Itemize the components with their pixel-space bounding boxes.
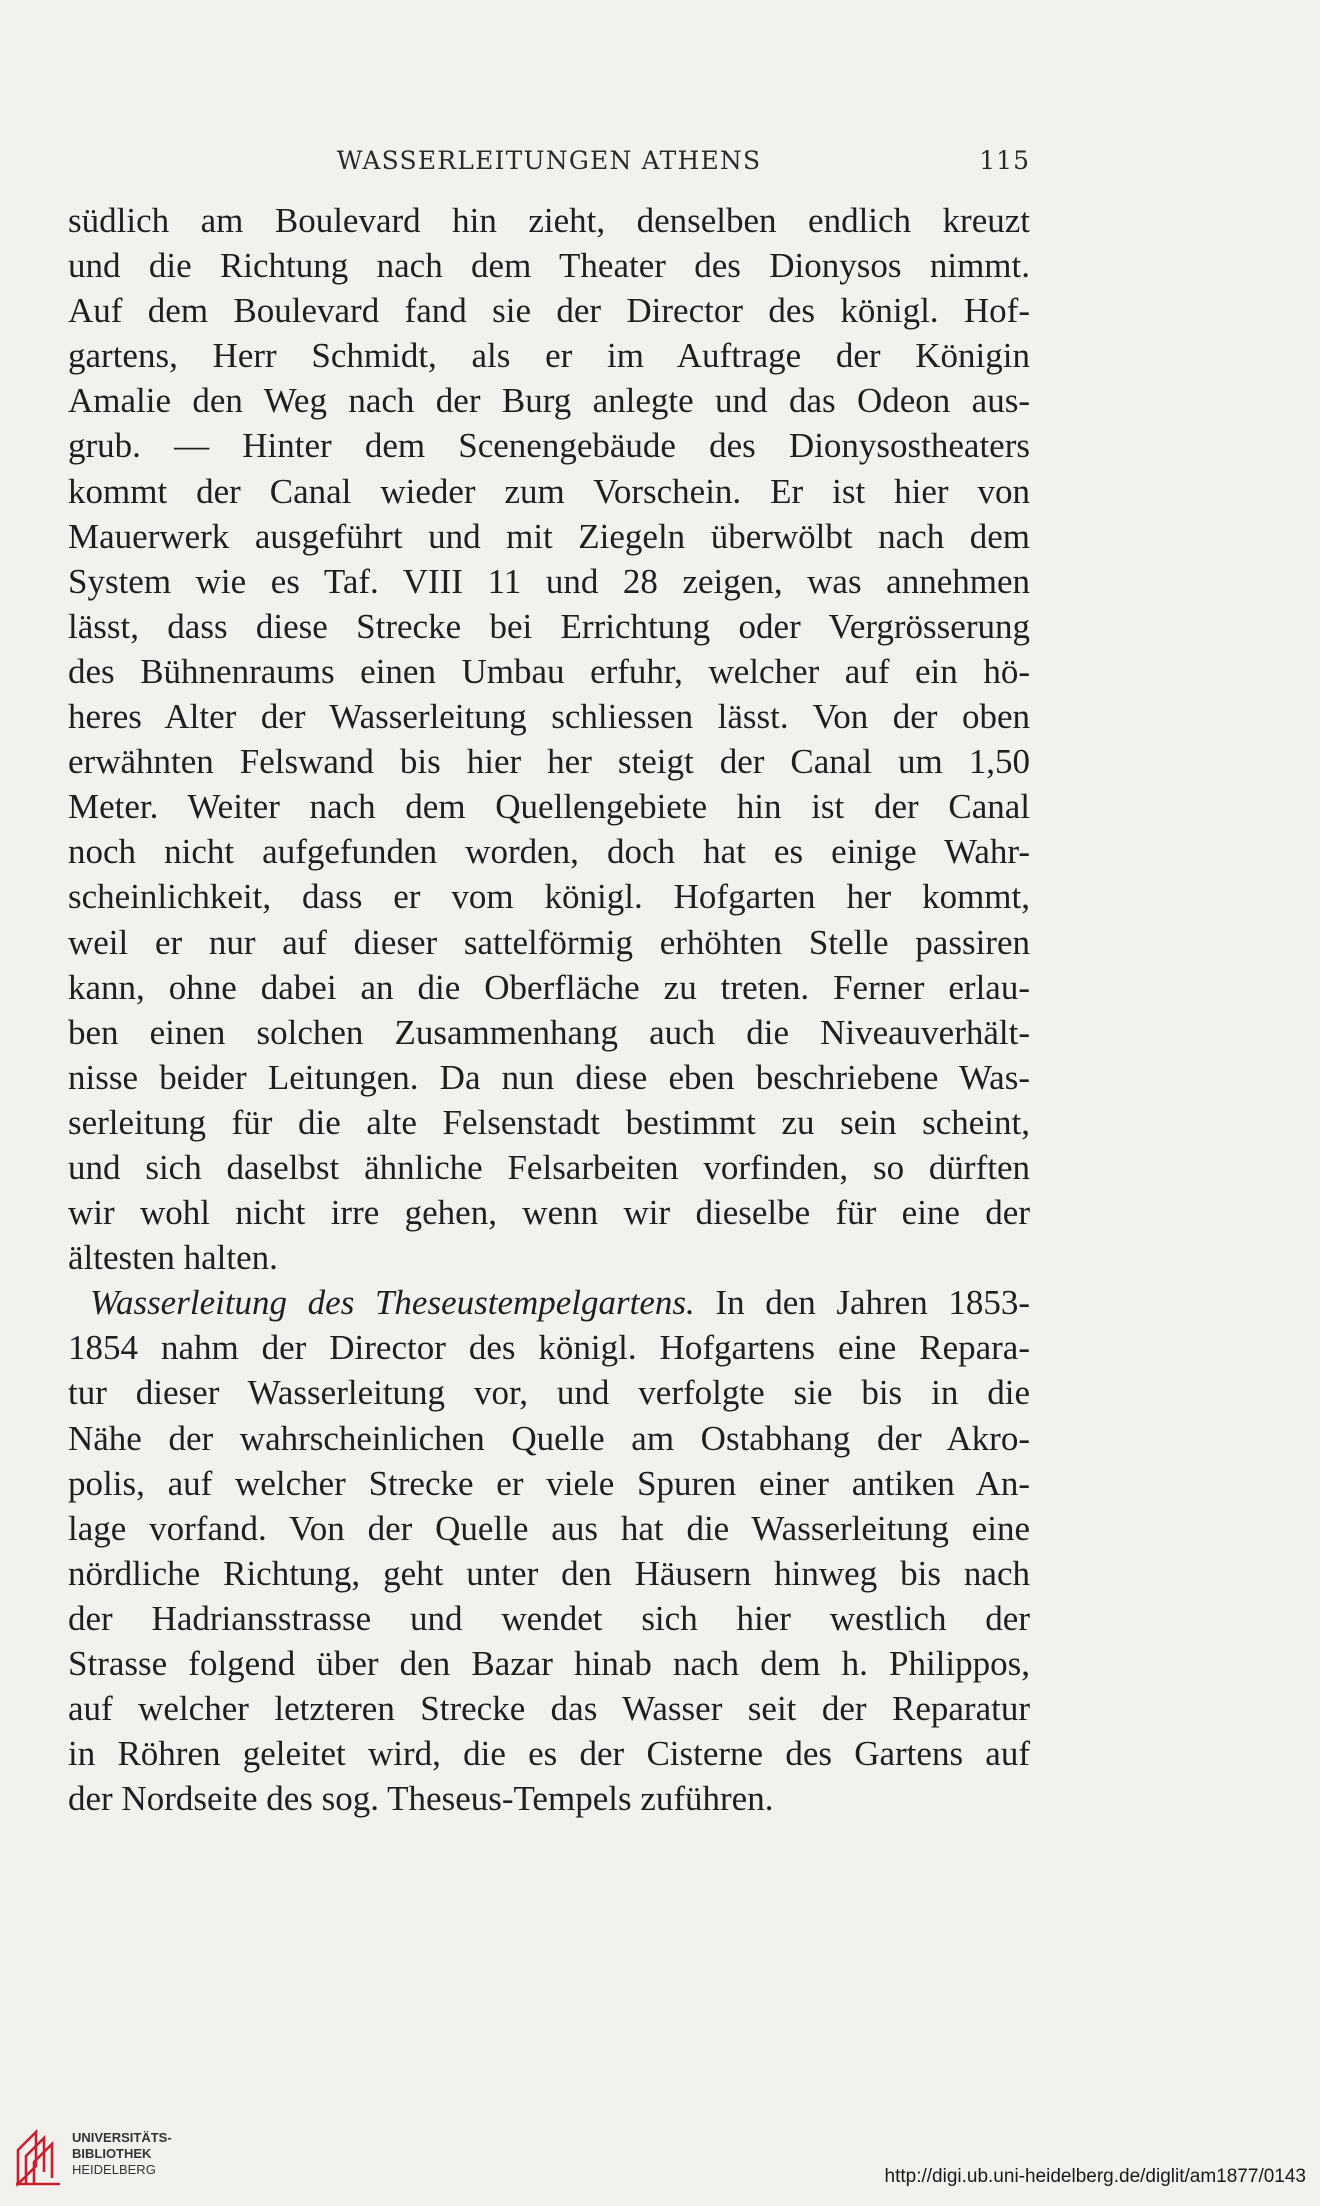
text-line: weil er nur auf dieser sattelförmig erhöhten Stelle passiren (68, 922, 1030, 962)
university-library-logo-icon (14, 2126, 64, 2188)
text-line: kann, ohne dabei an die Oberfläche zu treten. Ferner erlau- (68, 967, 1030, 1007)
text-line: polis, auf welcher Strecke er viele Spuren einer antiken An- (68, 1463, 1030, 1503)
text-line: 1854 nahm der Director des königl. Hofgartens eine Repara- (68, 1328, 1030, 1368)
text-line: lässt, dass diese Strecke bei Errichtung oder Vergrösserung (68, 606, 1030, 646)
text-line: grub. — Hinter dem Scenengebäude des Dionysostheaters (68, 426, 1030, 466)
text-line: in Röhren geleitet wird, die es der Cisterne des Gartens auf (68, 1734, 1030, 1774)
text-line: und sich daselbst ähnliche Felsarbeiten vorfinden, so dürften (68, 1147, 1030, 1187)
text-line: ben einen solchen Zusammenhang auch die Niveauverhält- (68, 1012, 1030, 1052)
logo-line-2: BIBLIOTHEK (72, 2146, 152, 2161)
text-line: der Nordseite des sog. Theseus-Tempels zuführen. (68, 1779, 774, 1819)
text-line: und die Richtung nach dem Theater des Dionysos nimmt. (68, 246, 1030, 286)
running-head (68, 146, 1030, 186)
text-line: noch nicht aufgefunden worden, doch hat es einige Wahr- (68, 832, 1030, 872)
text-line: ältesten halten. (68, 1238, 278, 1278)
text-line: serleitung für die alte Felsenstadt bestimmt zu sein scheint, (68, 1102, 1030, 1142)
section-first-line-text: In den Jahren 1853- (715, 1283, 1030, 1323)
text-line: nisse beider Leitungen. Da nun diese eben beschriebene Was- (68, 1057, 1030, 1097)
section-first-line (68, 1280, 1030, 1325)
text-line: lage vorfand. Von der Quelle aus hat die Wasserleitung eine (68, 1508, 1030, 1548)
text-line: heres Alter der Wasserleitung schliessen lässt. Von der oben (68, 697, 1030, 737)
library-logo[interactable] (14, 2126, 184, 2192)
text-line: nördliche Richtung, geht unter den Häusern hinweg bis nach (68, 1553, 1030, 1593)
text-line: System wie es Taf. VIII 11 und 28 zeigen, was annehmen (68, 561, 1030, 601)
text-line: südlich am Boulevard hin zieht, denselben endlich kreuzt (68, 201, 1030, 240)
section-heading: Wasserleitung des Theseustempelgartens. (90, 1283, 695, 1323)
text-line: Auf dem Boulevard fand sie der Director des königl. Hof- (68, 291, 1030, 331)
logo-line-1: UNIVERSITÄTS- (72, 2130, 172, 2145)
text-line: Nähe der wahrscheinlichen Quelle am Ostabhang der Akro- (68, 1418, 1030, 1458)
text-line: Strasse folgend über den Bazar hinab nach dem h. Philippos, (68, 1644, 1030, 1683)
text-line: gartens, Herr Schmidt, als er im Auftrage der Königin (68, 336, 1030, 376)
text-line: Amalie den Weg nach der Burg anlegte und das Odeon aus- (68, 381, 1030, 421)
logo-text (72, 2130, 172, 2178)
text-line: scheinlichkeit, dass er vom königl. Hofgarten her kommt, (68, 877, 1030, 917)
source-url-link[interactable]: http://digi.ub.uni-heidelberg.de/diglit/am1877/0143 (884, 2166, 1306, 2187)
text-line: wir wohl nicht irre gehen, wenn wir dieselbe für eine der (68, 1193, 1030, 1233)
body-text (68, 198, 1030, 1821)
logo-line-3: HEIDELBERG (72, 2162, 156, 2177)
text-line: Meter. Weiter nach dem Quellengebiete hin ist der Canal (68, 787, 1030, 827)
text-line: auf welcher letzteren Strecke das Wasser seit der Reparatur (68, 1689, 1030, 1729)
page-number: 115 (979, 146, 1030, 175)
text-line: Mauerwerk ausgeführt und mit Ziegeln überwölbt nach dem (68, 516, 1030, 556)
text-line: kommt der Canal wieder zum Vorschein. Er ist hier von (68, 471, 1030, 511)
text-line: erwähnten Felswand bis hier her steigt der Canal um 1,50 (68, 742, 1030, 782)
text-line: tur dieser Wasserleitung vor, und verfolgte sie bis in die (68, 1373, 1030, 1413)
text-line: der Hadriansstrasse und wendet sich hier westlich der (68, 1598, 1030, 1638)
text-line: des Bühnenraums einen Umbau erfuhr, welcher auf ein hö- (68, 651, 1030, 691)
running-title: WASSERLEITUNGEN ATHENS (336, 146, 762, 175)
